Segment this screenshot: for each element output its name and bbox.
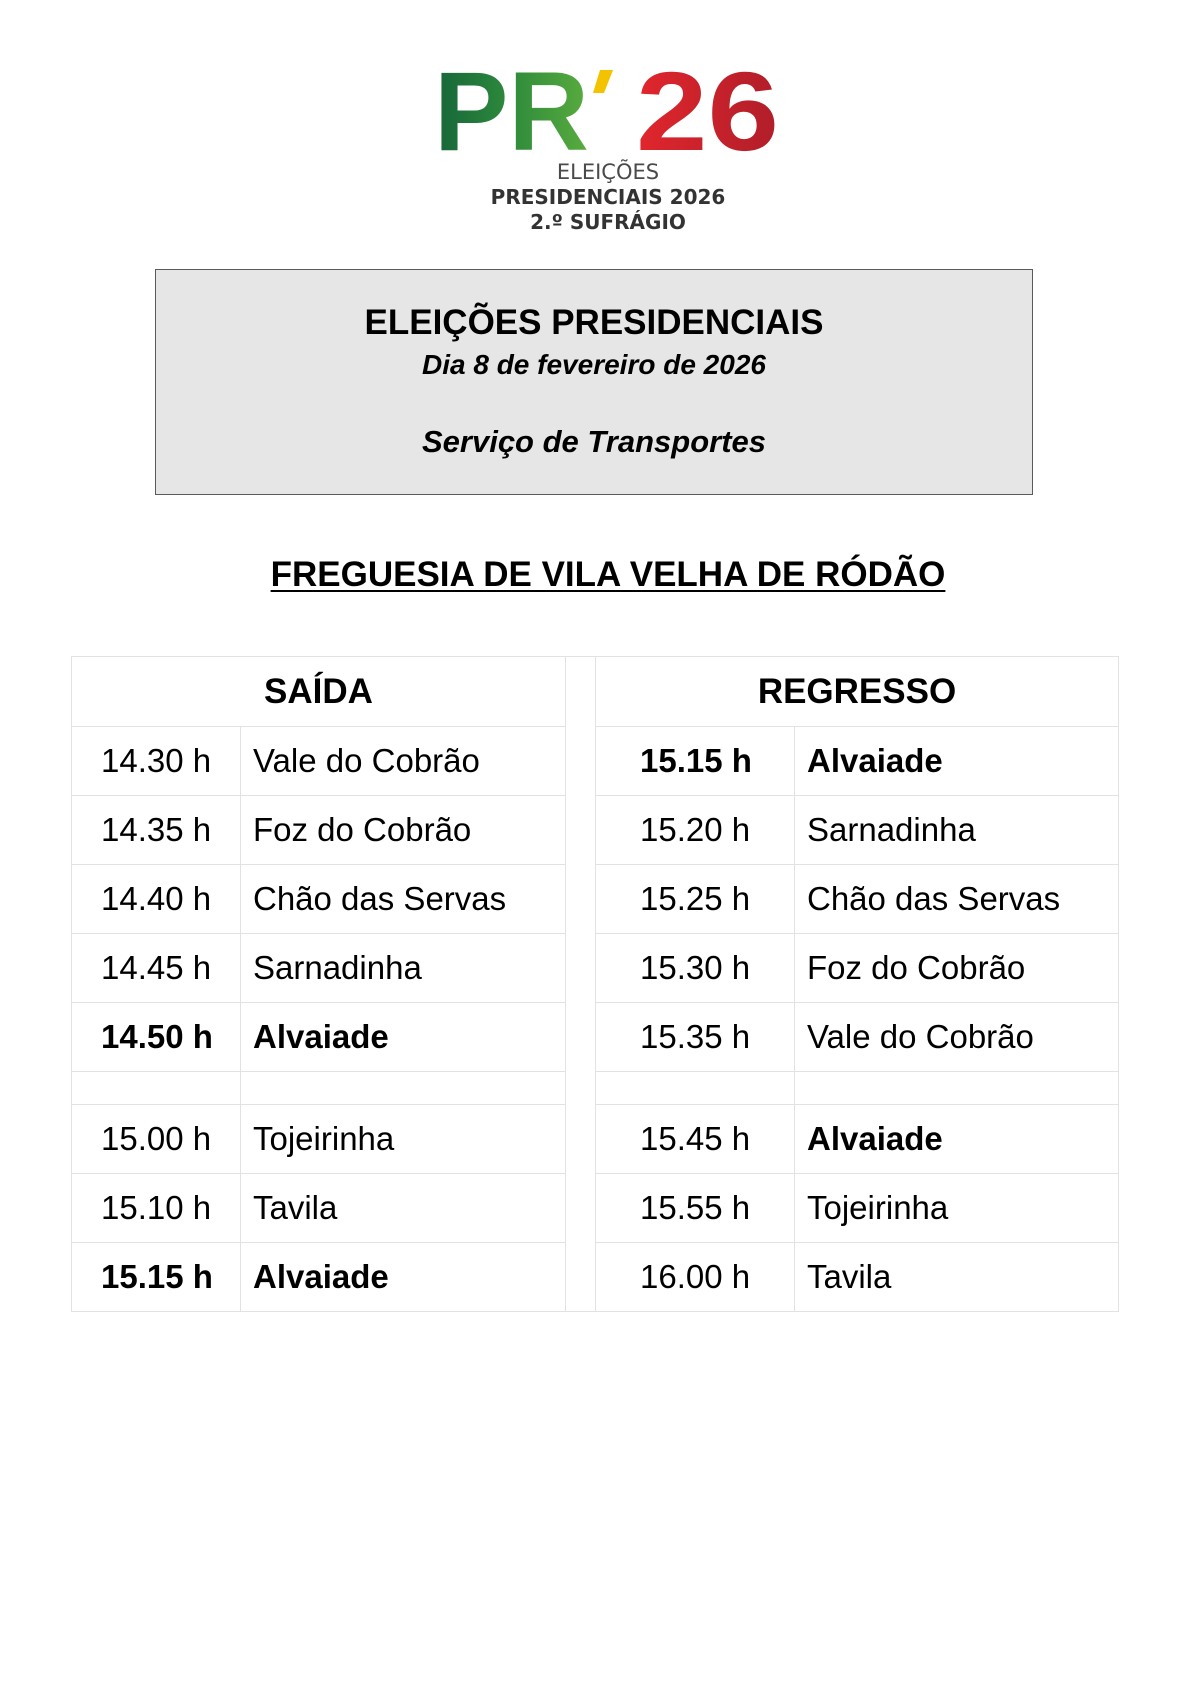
header-banner	[155, 269, 1033, 495]
departure-time: 14.45 h	[72, 934, 241, 1003]
schedule-separator-row	[72, 1072, 1119, 1105]
return-stop: Tavila	[795, 1243, 1119, 1312]
empty-cell	[596, 1072, 795, 1105]
column-spacer	[566, 657, 596, 1312]
departure-stop: Chão das Servas	[241, 865, 566, 934]
return-stop: Sarnadinha	[795, 796, 1119, 865]
departure-time: 14.50 h	[72, 1003, 241, 1072]
return-time: 15.35 h	[596, 1003, 795, 1072]
departure-stop: Tavila	[241, 1174, 566, 1243]
return-time: 16.00 h	[596, 1243, 795, 1312]
logo-line-presidential: PRESIDENCIAIS 2026	[490, 185, 726, 209]
departure-time: 14.30 h	[72, 727, 241, 796]
return-stop: Alvaiade	[795, 1105, 1119, 1174]
departure-stop: Foz do Cobrão	[241, 796, 566, 865]
schedule-header-row	[72, 657, 1119, 727]
logo-subtitle	[408, 160, 808, 235]
return-time: 15.15 h	[596, 727, 795, 796]
return-time: 15.55 h	[596, 1174, 795, 1243]
departure-time: 15.10 h	[72, 1174, 241, 1243]
departure-stop: Vale do Cobrão	[241, 727, 566, 796]
return-stop: Vale do Cobrão	[795, 1003, 1119, 1072]
departure-time: 15.15 h	[72, 1243, 241, 1312]
schedule-row	[72, 1174, 1119, 1243]
logo-line-round: 2.º SUFRÁGIO	[530, 210, 686, 234]
banner-title: ELEIÇÕES PRESIDENCIAIS	[364, 303, 824, 342]
return-time: 15.30 h	[596, 934, 795, 1003]
return-stop: Chão das Servas	[795, 865, 1119, 934]
schedule-row	[72, 1105, 1119, 1174]
return-time: 15.45 h	[596, 1105, 795, 1174]
schedule-row	[72, 934, 1119, 1003]
departure-stop: Tojeirinha	[241, 1105, 566, 1174]
return-stop: Tojeirinha	[795, 1174, 1119, 1243]
empty-cell	[241, 1072, 566, 1105]
schedule-row	[72, 1243, 1119, 1312]
departure-time: 14.40 h	[72, 865, 241, 934]
schedule-table	[71, 656, 1119, 1312]
schedule-row	[72, 727, 1119, 796]
departure-time: 15.00 h	[72, 1105, 241, 1174]
departure-header: SAÍDA	[72, 657, 566, 727]
schedule-row	[72, 865, 1119, 934]
logo-pr-letters: PR	[434, 49, 589, 160]
empty-cell	[72, 1072, 241, 1105]
schedule-row	[72, 1003, 1119, 1072]
logo-26-digits: 26	[636, 49, 779, 160]
return-stop: Foz do Cobrão	[795, 934, 1119, 1003]
return-header: REGRESSO	[596, 657, 1119, 727]
empty-cell	[795, 1072, 1119, 1105]
schedule-row	[72, 796, 1119, 865]
banner-service: Serviço de Transportes	[421, 424, 766, 459]
logo-apostrophe-mark	[593, 70, 613, 93]
departure-stop: Alvaiade	[241, 1243, 566, 1312]
departure-stop: Sarnadinha	[241, 934, 566, 1003]
parish-heading: FREGUESIA DE VILA VELHA DE RÓDÃO	[270, 555, 946, 594]
banner-date: Dia 8 de fevereiro de 2026	[422, 349, 766, 380]
return-time: 15.25 h	[596, 865, 795, 934]
election-logo	[0, 0, 1190, 160]
departure-time: 14.35 h	[72, 796, 241, 865]
logo-line-elections: ELEIÇÕES	[556, 160, 660, 184]
return-stop: Alvaiade	[795, 727, 1119, 796]
departure-stop: Alvaiade	[241, 1003, 566, 1072]
return-time: 15.20 h	[596, 796, 795, 865]
